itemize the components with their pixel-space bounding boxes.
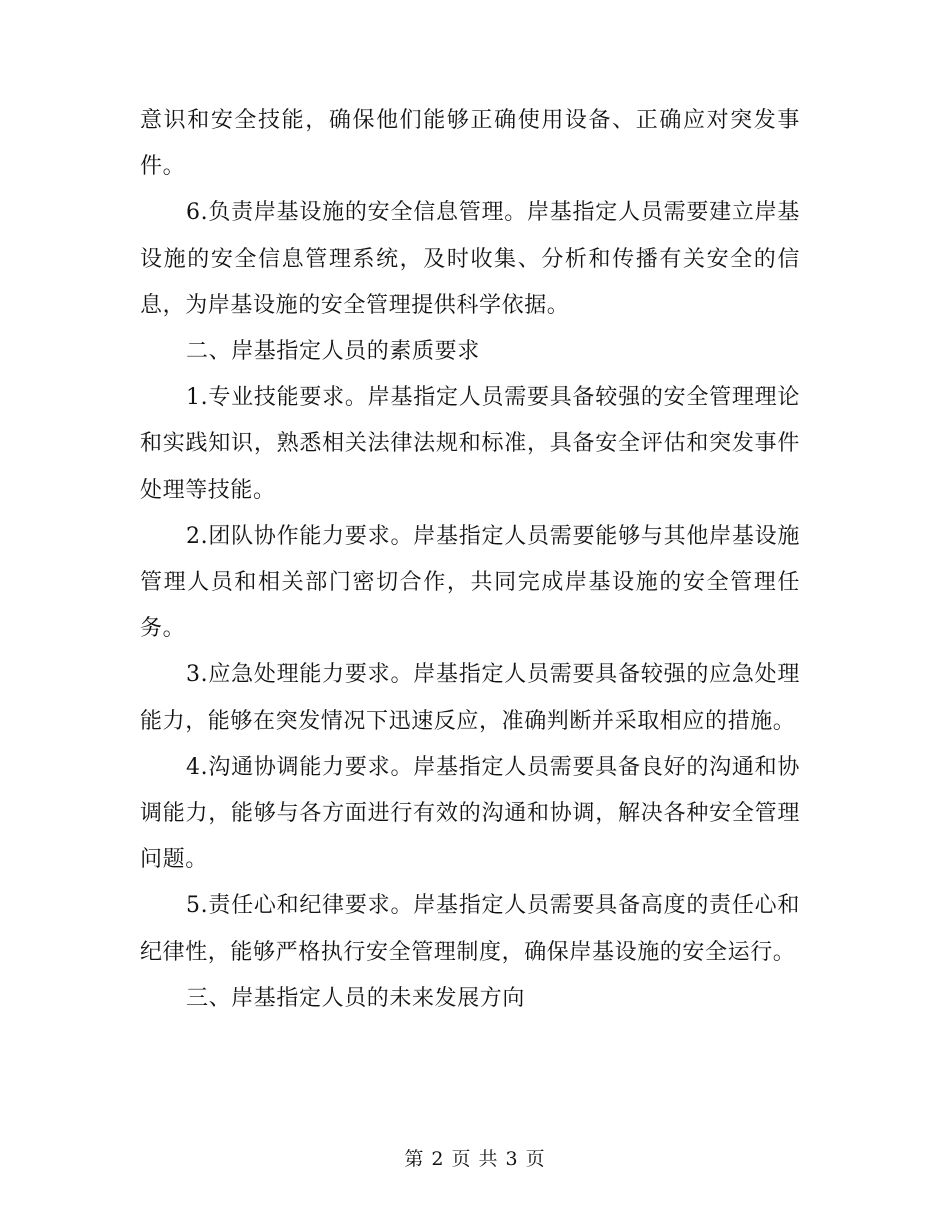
section-heading-3: 三、岸基指定人员的未来发展方向	[186, 985, 526, 1011]
page-number-footer: 第 2 页 共 3 页	[404, 1148, 546, 1170]
paragraph-continuation: 意识和安全技能，确保他们能够正确使用设备、正确应对突发事件。	[140, 108, 800, 180]
paragraph-item-3: 3.应急处理能力要求。岸基指定人员需要具备较强的应急处理能力，能够在突发情况下迅速反应，准确判断并采取相应的措施。	[140, 662, 800, 734]
paragraph-item-6: 6.负责岸基设施的安全信息管理。岸基指定人员需要建立岸基设施的安全信息管理系统，及时收集、分析和传播有关安全的信息，为岸基设施的安全管理提供科学依据。	[140, 200, 800, 318]
paragraph-item-4: 4.沟通协调能力要求。岸基指定人员需要具备良好的沟通和协调能力，能够与各方面进行有效的沟通和协调，解决各种安全管理问题。	[140, 754, 800, 873]
section-heading-2: 二、岸基指定人员的素质要求	[186, 339, 480, 365]
paragraph-item-5: 5.责任心和纪律要求。岸基指定人员需要具备高度的责任心和纪律性，能够严格执行安全管理制度，确保岸基设施的安全运行。	[140, 893, 800, 965]
paragraph-item-2: 2.团队协作能力要求。岸基指定人员需要能够与其他岸基设施管理人员和相关部门密切合作，共同完成岸基设施的安全管理任务。	[140, 523, 800, 642]
paragraph-item-1: 1.专业技能要求。岸基指定人员需要具备较强的安全管理理论和实践知识，熟悉相关法律法规和标准，具备安全评估和突发事件处理等技能。	[140, 385, 800, 503]
document-body	[140, 98, 800, 1022]
